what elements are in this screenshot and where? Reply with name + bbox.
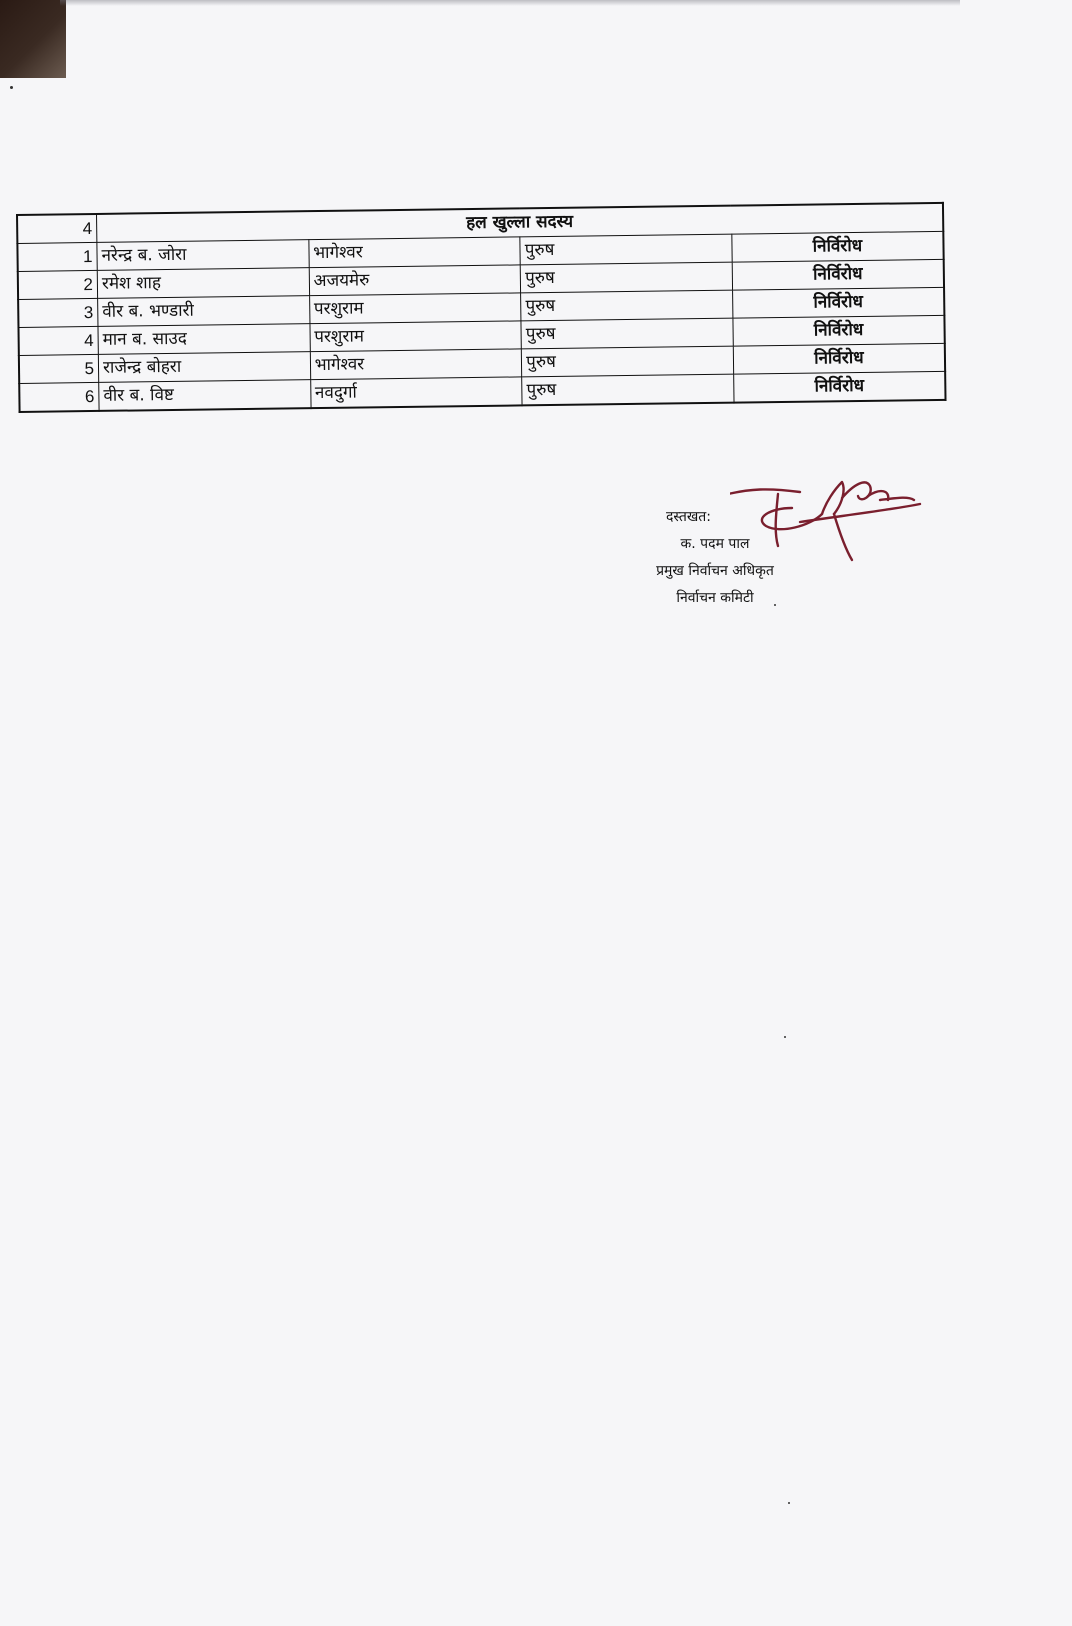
paper-speck: [10, 86, 13, 89]
page-top-edge: [60, 0, 960, 6]
paper-speck: [784, 1036, 786, 1038]
serial-number: 3: [18, 298, 98, 327]
candidate-gender: पुरुष: [521, 318, 733, 349]
paper-speck: [788, 1502, 790, 1504]
candidate-name: राजेन्द्र बोहरा: [98, 352, 310, 383]
serial-number: 6: [19, 382, 99, 412]
candidate-place: नवदुर्गा: [310, 377, 522, 408]
serial-number: 2: [18, 270, 98, 299]
serial-number: 5: [19, 354, 99, 383]
candidate-gender: पुरुष: [521, 290, 733, 321]
candidate-result: निर्विरोध: [733, 343, 945, 374]
section-number: 4: [17, 214, 97, 244]
section-title: हल खुल्ला सदस्य: [97, 203, 944, 243]
candidate-gender: पुरुष: [522, 374, 734, 405]
candidate-place: परशुराम: [310, 321, 522, 352]
candidate-result: निर्विरोध: [732, 287, 944, 318]
candidate-name: नरेन्द्र ब. जोरा: [97, 240, 309, 271]
candidate-place: अजयमेरु: [309, 265, 521, 296]
results-table: [16, 202, 947, 413]
candidate-gender: पुरुष: [520, 234, 732, 265]
page-corner-shadow: [0, 0, 66, 78]
candidate-result: निर्विरोध: [732, 231, 944, 262]
candidate-result: निर्विरोध: [732, 259, 944, 290]
candidate-place: परशुराम: [309, 293, 521, 324]
candidate-name: वीर ब. विष्ट: [99, 380, 311, 411]
signer-committee: निर्वाचन कमिटी: [676, 590, 754, 606]
signature-block: [620, 504, 810, 612]
candidate-result: निर्विरोध: [734, 371, 946, 402]
signer-designation: प्रमुख निर्वाचन अधिकृत: [656, 563, 774, 579]
candidate-name: रमेश शाह: [97, 268, 309, 299]
candidate-name: मान ब. साउद: [98, 324, 310, 355]
candidate-gender: पुरुष: [522, 346, 734, 377]
results-table-container: [16, 202, 947, 413]
signature-label: दस्तखत:: [666, 509, 712, 525]
candidate-place: भागेश्वर: [308, 237, 520, 268]
candidate-place: भागेश्वर: [310, 349, 522, 380]
candidate-gender: पुरुष: [520, 262, 732, 293]
candidate-result: निर्विरोध: [733, 315, 945, 346]
serial-number: 1: [17, 242, 97, 271]
candidate-name: वीर ब. भण्डारी: [98, 296, 310, 327]
signer-name: क. पदम पाल: [680, 536, 750, 552]
serial-number: 4: [18, 326, 98, 355]
